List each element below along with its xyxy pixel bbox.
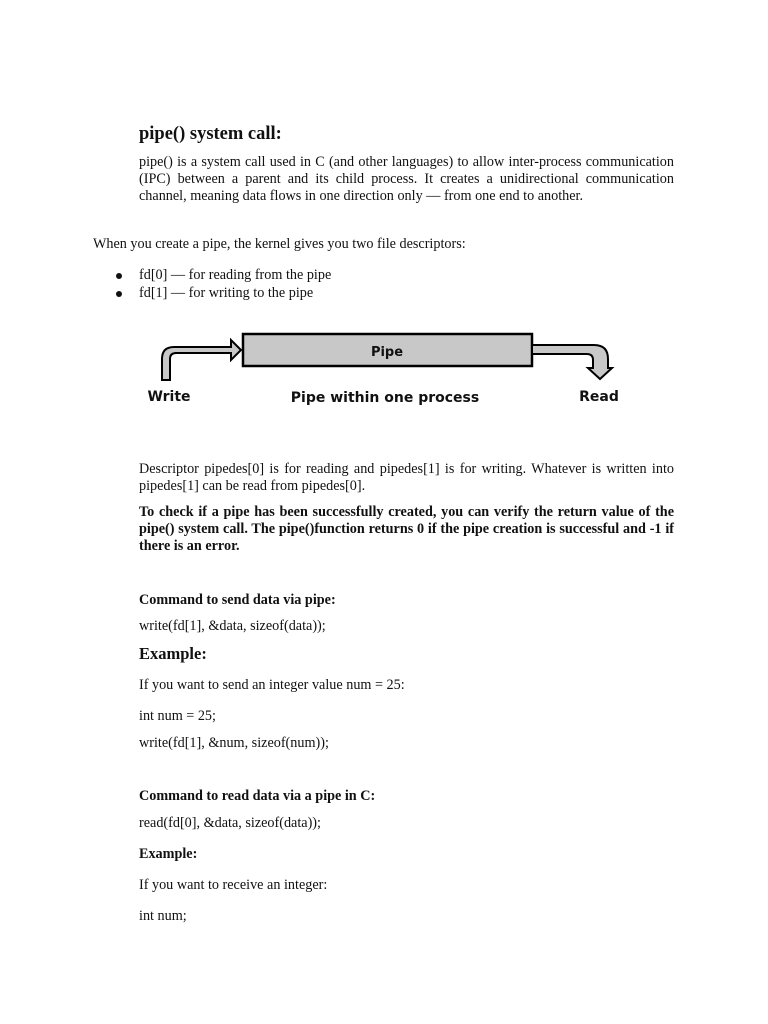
send-example-heading: Example: bbox=[139, 644, 207, 663]
read-command: read(fd[0], &data, sizeof(data)); bbox=[139, 815, 321, 831]
send-example-desc: If you want to send an integer value num = 25: bbox=[139, 677, 405, 693]
send-code-line-2: write(fd[1], &num, sizeof(num)); bbox=[139, 735, 329, 751]
pipe-diagram bbox=[140, 326, 630, 412]
read-arrow-icon bbox=[532, 345, 612, 379]
read-code-line-1: int num; bbox=[139, 908, 187, 924]
bullet-icon bbox=[116, 291, 122, 297]
send-heading: Command to send data via pipe: bbox=[139, 592, 336, 608]
bullet-item-read: fd[0] — for reading from the pipe bbox=[116, 267, 331, 285]
write-arrow-icon bbox=[162, 340, 241, 380]
fd-intro-text: When you create a pipe, the kernel gives you two file descriptors: bbox=[93, 236, 466, 252]
diagram-caption: Pipe within one process bbox=[290, 390, 480, 406]
pipe-label: Pipe bbox=[370, 345, 404, 360]
page-title: pipe() system call: bbox=[139, 124, 282, 144]
read-heading: Command to read data via a pipe in C: bbox=[139, 788, 376, 804]
read-example-desc: If you want to receive an integer: bbox=[139, 877, 328, 893]
read-label: Read bbox=[579, 389, 619, 405]
bullet-icon bbox=[116, 273, 122, 279]
descriptor-paragraph: Descriptor pipedes[0] is for reading and pipedes[1] is for writing. Whatever is written into pipedes[1] can be read from pipedes[0]. bbox=[139, 461, 674, 494]
read-example-heading: Example: bbox=[139, 846, 198, 862]
send-code-line-1: int num = 25; bbox=[139, 708, 216, 724]
write-label: Write bbox=[147, 389, 191, 405]
fd-bullet-list bbox=[116, 267, 331, 302]
bullet-item-write: fd[1] — for writing to the pipe bbox=[116, 285, 331, 303]
send-command: write(fd[1], &data, sizeof(data)); bbox=[139, 618, 326, 634]
check-paragraph: To check if a pipe has been successfully created, you can verify the return value of the pipe() system call. The pipe()function returns 0 if the pipe creation is successful and -1 if there is an error. bbox=[139, 504, 674, 554]
intro-paragraph: pipe() is a system call used in C (and other languages) to allow inter-process communication (IPC) between a parent and its child process. It creates a unidirectional communication channel, meaning data flows in one direction only — from one end to another. bbox=[139, 154, 674, 204]
